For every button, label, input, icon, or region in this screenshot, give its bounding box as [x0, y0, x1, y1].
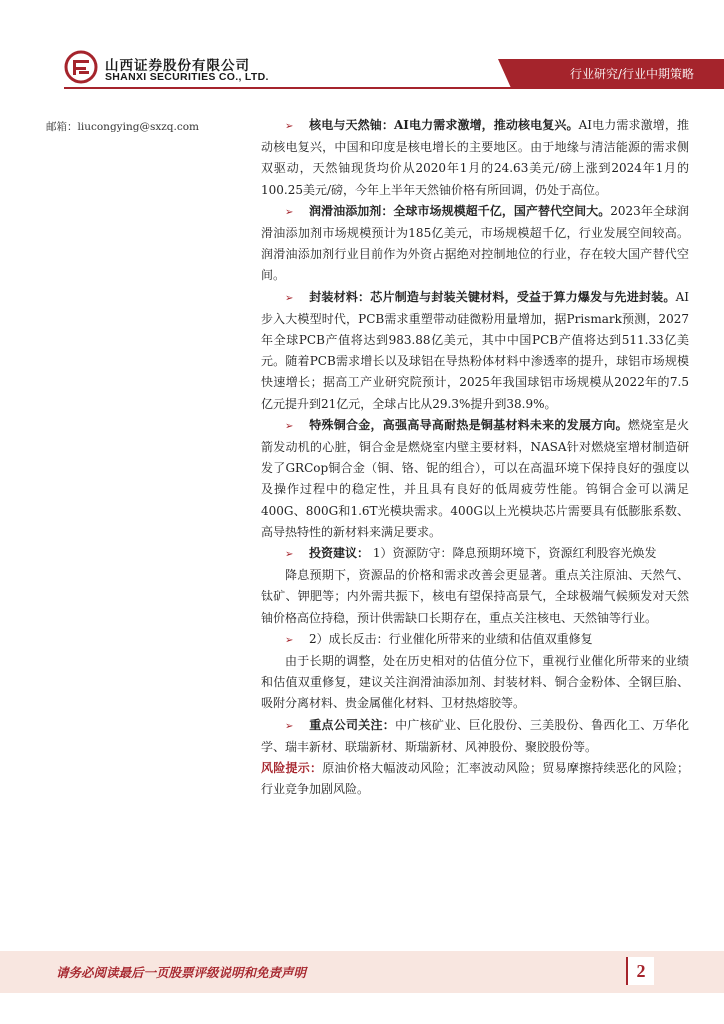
bullet-arrow-icon: ➢: [285, 549, 294, 561]
section-packaging: [261, 287, 689, 415]
company-name-en: SHANXI SECURITIES CO., LTD.: [105, 71, 269, 83]
investment-item-1: 1）资源防守：降息预期环境下，资源红利股容光焕发: [372, 546, 657, 561]
report-type-label: 行业研究/行业中期策略: [569, 67, 694, 81]
section-body: 燃烧室是火箭发动机的心脏，铜合金是燃烧室内壁主要材料，NASA针对燃烧室增材制造研发了GRCop铜合金（铜、铬、铌的组合），可以在高温环境下保持良好的强度以及操作过程中的稳定性，并且具有良好的低周疲劳性能。钨铜合金可以满足400G、800G和1.6T光模块需求。400G以上光模块芯片需要具有低膨胀系数、高导热特性的新材料来满足要求。: [261, 417, 689, 539]
section-nuclear: [261, 115, 689, 201]
key-companies: [261, 715, 689, 758]
bullet-arrow-icon: ➢: [285, 720, 294, 732]
analyst-email: 邮箱：liucongying@sxzq.com: [46, 121, 199, 133]
investment-heading: 投资建议：: [309, 546, 370, 561]
page-number: 2: [626, 957, 654, 985]
investment-advice: [261, 543, 689, 565]
section-body: AI电力需求激增，推动核电复兴，中国和印度是核电增长的主要地区。由于地缘与清洁能源的需求侧双驱动，天然铀现货均价从2020年1月的24.63美元/磅上涨到2024年1月的100.25美元/磅，今年上半年天然铀价格有所回调，仍处于高位。: [261, 118, 689, 197]
risk-body: 原油价格大幅波动风险；汇率波动风险；贸易摩擦持续恶化的风险；行业竞争加剧风险。: [261, 761, 689, 797]
risk-heading: 风险提示：: [261, 761, 323, 776]
investment-item-2: 2）成长反击：行业催化所带来的业绩和估值双重修复: [309, 631, 593, 646]
section-heading: 特殊铜合金，高强高导高耐热是铜基材料未来的发展方向。: [309, 417, 628, 432]
bullet-arrow-icon: ➢: [285, 121, 294, 132]
company-logo-icon: [64, 50, 98, 84]
footer: [0, 951, 724, 993]
section-body: AI步入大模型时代，PCB需求重塑带动硅微粉用量增加，据Prismark预测，2027年全球PCB产值将达到983.88亿美元，其中中国PCB产值将达到511.33亿美元。随着PCB需求增长以及球铝在导热粉体材料中渗透率的提升，球铝市场规模快速增长；据高工产业研究院预计，2025年我国球铝市场规模从2022年的7.5亿元提升到21亿元，全球占比从29.3%提升到38.9%。: [261, 289, 689, 411]
section-heading: 润滑油添加剂：全球市场规模超千亿，国产替代空间大。: [309, 203, 611, 218]
investment-item-1-body: 降息预期下，资源品的价格和需求改善会更显著。重点关注原油、天然气、钛矿、钾肥等；内外需共振下，核电有望保持高景气，全球极端气候频发对天然铀价格高位持稳，预计供需缺口长期存在，重点关注核电、天然铀等行业。: [261, 568, 689, 625]
bullet-arrow-icon: ➢: [285, 206, 294, 218]
investment-item-2-line: [261, 629, 689, 651]
bullet-arrow-icon: ➢: [285, 634, 294, 646]
bullet-arrow-icon: ➢: [285, 292, 294, 304]
company-name-cn: 山西证券股份有限公司: [105, 58, 250, 74]
key-companies-body: 中广核矿业、巨化股份、三美股份、鲁西化工、万华化学、瑞丰新材、联瑞新材、斯瑞新材、风神股份、聚胶股份等。: [261, 717, 689, 754]
section-heading: 核电与天然铀：AI电力需求激增，推动核电复兴。: [309, 118, 579, 132]
section-body: 2023年全球润滑油添加剂市场规模预计为185亿美元，市场规模超千亿，行业发展空间较高。润滑油添加剂行业目前作为外资占据绝对控制地位的行业，存在较大国产替代空间。: [261, 203, 689, 283]
footer-disclaimer: 请务必阅读最后一页股票评级说明和免责声明: [56, 965, 307, 980]
report-type-banner: [511, 59, 724, 88]
investment-item-2-body: 由于长期的调整，处在历史相对的估值分位下，重视行业催化所带来的业绩和估值双重修复，建议关注润滑油添加剂、封装材料、铜合金粉体、全钢巨胎、吸附分离材料、贵金属催化材料、卫材热熔胶等。: [261, 654, 689, 711]
section-copper-alloy: [261, 415, 689, 543]
section-lubricant: [261, 201, 689, 287]
section-heading: 封装材料：芯片制造与封装关键材料，受益于算力爆发与先进封装。: [309, 289, 676, 304]
bullet-arrow-icon: ➢: [285, 420, 294, 432]
header-divider: [64, 87, 724, 89]
main-content: [261, 115, 689, 801]
key-companies-heading: 重点公司关注：: [309, 717, 396, 732]
risk-warning: [261, 758, 689, 800]
